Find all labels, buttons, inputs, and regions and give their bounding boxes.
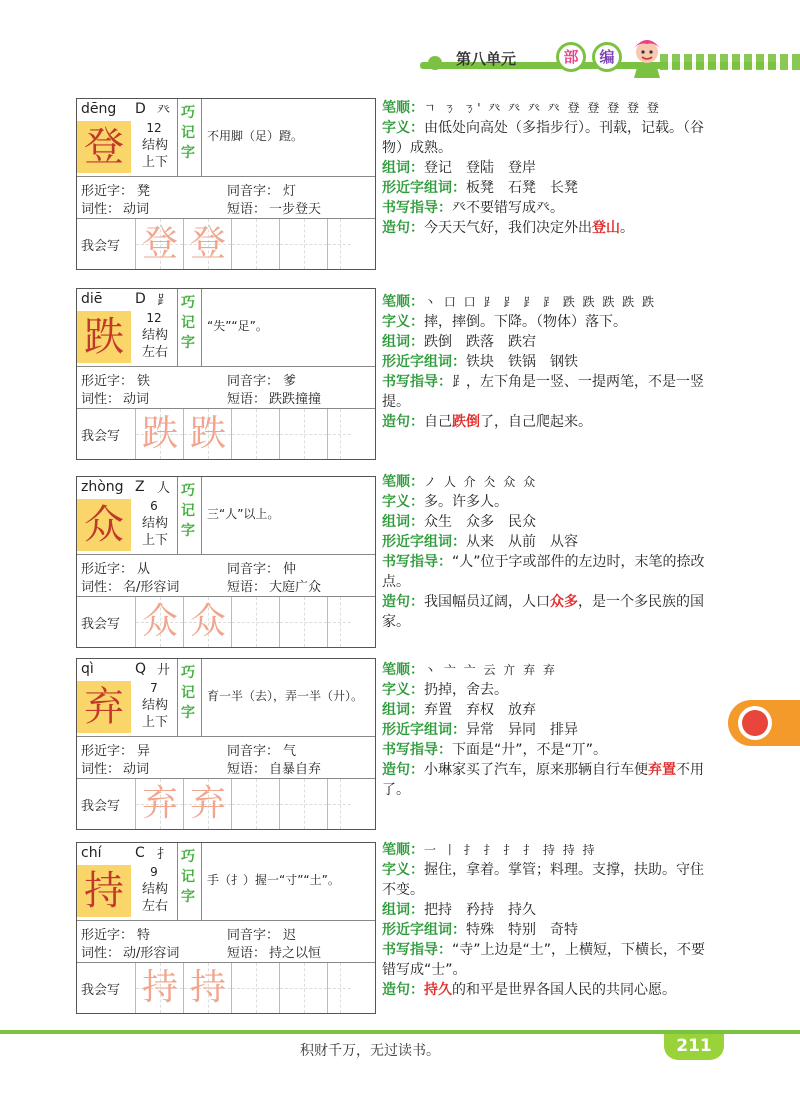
- initial-letter: D: [135, 101, 146, 117]
- guide-line: [382, 372, 712, 412]
- card-top: [77, 289, 375, 367]
- label: 形近字组词：: [382, 722, 466, 738]
- words-line: [382, 700, 712, 720]
- xjz-label: 形近字：: [81, 184, 134, 199]
- write-cell[interactable]: [231, 409, 279, 459]
- stroke-order-line: [382, 840, 712, 860]
- stroke-count: 9: [150, 865, 158, 879]
- footer-motto: 积财千万，无过读书。: [300, 1043, 440, 1059]
- similar-words: 特殊 特别 奇特: [466, 922, 578, 938]
- stroke-order-line: [382, 98, 712, 118]
- tyz-value: 灯: [283, 184, 297, 199]
- sentence-post: 。: [620, 220, 634, 236]
- trace-char: 持: [141, 967, 178, 1008]
- card-top: [77, 477, 375, 555]
- sentence-pre: 小琳家买了汽车，原来那辆自行车便: [424, 762, 648, 778]
- label: 造句：: [382, 594, 424, 610]
- tyz-value: 爹: [283, 374, 297, 389]
- guide-line: [382, 940, 712, 980]
- meaning: 多。许多人。: [424, 494, 508, 510]
- similar-words: 铁块 铁锅 钢铁: [466, 354, 578, 370]
- writing-grid[interactable]: [135, 219, 351, 269]
- cx-label: 词性：: [81, 580, 121, 595]
- structure-label: 结构: [141, 516, 168, 531]
- structure: [135, 327, 175, 361]
- writing-guide: 癶不要错写成癶。: [452, 200, 564, 216]
- sentence-highlight: 众多: [550, 594, 578, 610]
- similar-words-line: [382, 532, 712, 552]
- stroke-count: 12: [146, 311, 162, 325]
- stroke-order-line: [382, 472, 712, 492]
- meaning-line: [382, 680, 712, 700]
- structure: [135, 881, 175, 915]
- sentence-post: 的和平是世界各国人民的共同心愿。: [452, 982, 676, 998]
- writing-practice: [77, 597, 375, 647]
- write-cell[interactable]: [279, 219, 327, 269]
- guide-line: [382, 552, 712, 592]
- divider: [177, 289, 178, 367]
- trace-char: 持: [189, 967, 226, 1008]
- xjz-label: 形近字：: [81, 744, 134, 759]
- main-character: 跌: [84, 314, 124, 360]
- structure-type: 左右: [141, 345, 168, 360]
- card-top: [77, 659, 375, 737]
- char-card: [76, 98, 376, 270]
- sentence-highlight: 弃置: [648, 762, 676, 778]
- xjz-value: 特: [137, 928, 151, 943]
- tyz-label: 同音字：: [227, 562, 280, 577]
- write-cell[interactable]: [327, 779, 351, 829]
- stroke-order-line: [382, 660, 712, 680]
- tyz-label: 同音字：: [227, 184, 280, 199]
- label: 笔顺：: [382, 842, 424, 858]
- structure-type: 左右: [141, 899, 168, 914]
- xjz-value: 从: [137, 562, 151, 577]
- trace-cell[interactable]: [183, 219, 231, 269]
- write-cell[interactable]: [327, 963, 351, 1013]
- qiao-char: 巧: [181, 483, 195, 499]
- divider: [201, 99, 202, 177]
- similar-words: 板凳 石凳 长凳: [466, 180, 578, 196]
- card-info: [77, 555, 375, 597]
- guide-line: [382, 198, 712, 218]
- qiaojizi-label: [181, 847, 199, 907]
- radical: 廾: [157, 663, 171, 678]
- sentence-line: [382, 760, 712, 800]
- radical: 人: [157, 481, 171, 496]
- write-cell[interactable]: [279, 963, 327, 1013]
- label: 字义：: [382, 494, 424, 510]
- divider: [177, 659, 178, 737]
- qiaojizi-label: [181, 663, 199, 723]
- label: 书写指导：: [382, 942, 452, 958]
- pinyin: dēng: [81, 101, 117, 117]
- stroke-count: 6: [150, 499, 158, 513]
- trace-cell[interactable]: [135, 779, 183, 829]
- sentence-line: [382, 980, 712, 1000]
- words-line: [382, 900, 712, 920]
- divider: [201, 659, 202, 737]
- structure: [135, 697, 175, 731]
- unit-title: 第八单元: [456, 50, 517, 68]
- qiao-char: 记: [181, 869, 195, 885]
- qiao-char: 字: [181, 523, 195, 539]
- dy-value: 一步登天: [269, 202, 322, 217]
- xjz-value: 凳: [137, 184, 151, 199]
- similar-words: 从来 从前 从容: [466, 534, 578, 550]
- memory-tip: “失”“足”。: [207, 319, 268, 333]
- divider: [177, 99, 178, 177]
- structure-type: 上下: [141, 533, 168, 548]
- char-card: [76, 658, 376, 830]
- label: 笔顺：: [382, 662, 424, 678]
- words: 把持 矜持 持久: [424, 902, 536, 918]
- sentence-highlight: 跌倒: [452, 414, 480, 430]
- cx-label: 词性：: [81, 392, 121, 407]
- writing-guide: 下面是“廾”，不是“丌”。: [452, 742, 608, 758]
- label: 字义：: [382, 120, 424, 136]
- writing-practice: [77, 779, 375, 829]
- pinyin: chí: [81, 845, 102, 861]
- stroke-order: 一 丨 扌 扌 扌 扌 持 持 持: [424, 843, 597, 857]
- page-header: [0, 38, 800, 82]
- divider: [177, 843, 178, 921]
- char-card: [76, 288, 376, 460]
- mascot-icon: [628, 38, 666, 78]
- char-card: [76, 476, 376, 648]
- initial-letter: Z: [135, 479, 145, 495]
- trace-char: 跌: [141, 413, 178, 454]
- structure: [135, 515, 175, 549]
- writing-practice: [77, 409, 375, 459]
- write-cell[interactable]: [279, 779, 327, 829]
- qiao-char: 记: [181, 125, 195, 141]
- char-card: [76, 842, 376, 1014]
- similar-words-line: [382, 178, 712, 198]
- sentence-pre: 自己: [424, 414, 452, 430]
- similar-words-line: [382, 920, 712, 940]
- structure-label: 结构: [141, 328, 168, 343]
- trace-char: 弃: [189, 783, 226, 824]
- words: 众生 众多 民众: [424, 514, 536, 530]
- structure-type: 上下: [141, 715, 168, 730]
- label: 笔顺：: [382, 100, 424, 116]
- trace-cell[interactable]: [183, 409, 231, 459]
- qiao-char: 字: [181, 335, 195, 351]
- trace-cell[interactable]: [135, 409, 183, 459]
- xjz-label: 形近字：: [81, 562, 134, 577]
- label: 组词：: [382, 514, 424, 530]
- label: 笔顺：: [382, 474, 424, 490]
- trace-cell[interactable]: [183, 963, 231, 1013]
- qiao-char: 巧: [181, 849, 195, 865]
- writing-practice: [77, 219, 375, 269]
- pinyin: qì: [81, 661, 94, 677]
- divider: [201, 289, 202, 367]
- badge-bian: 编: [592, 42, 622, 72]
- char-explanation: [382, 472, 712, 632]
- write-label: 我会写: [81, 429, 121, 444]
- tyz-value: 气: [283, 744, 297, 759]
- card-top: [77, 99, 375, 177]
- structure-type: 上下: [141, 155, 168, 170]
- mascot-head-icon: [742, 710, 768, 736]
- qiao-char: 字: [181, 145, 195, 161]
- memory-tip: 三“人”以上。: [207, 507, 280, 521]
- label: 造句：: [382, 762, 424, 778]
- trace-char: 众: [189, 601, 226, 642]
- write-cell[interactable]: [231, 597, 279, 647]
- qiao-char: 记: [181, 685, 195, 701]
- words: 登记 登陆 登岸: [424, 160, 536, 176]
- tyz-label: 同音字：: [227, 744, 280, 759]
- dy-label: 短语：: [227, 946, 267, 961]
- label: 书写指导：: [382, 374, 452, 390]
- qiaojizi-label: [181, 481, 199, 541]
- write-label: 我会写: [81, 799, 121, 814]
- label: 字义：: [382, 682, 424, 698]
- structure-label: 结构: [141, 882, 168, 897]
- cx-label: 词性：: [81, 762, 121, 777]
- card-info: [77, 921, 375, 963]
- label: 形近字组词：: [382, 922, 466, 938]
- trace-cell[interactable]: [135, 963, 183, 1013]
- memory-tip: 不用脚（足）蹬。: [207, 129, 304, 143]
- header-pattern: [660, 54, 800, 70]
- qiaojizi-label: [181, 293, 199, 353]
- main-character: 众: [84, 502, 124, 548]
- pinyin: zhòng: [81, 479, 124, 495]
- sentence-line: [382, 412, 712, 432]
- meaning-line: [382, 860, 712, 900]
- tyz-label: 同音字：: [227, 928, 280, 943]
- card-top: [77, 843, 375, 921]
- writing-grid[interactable]: [135, 409, 351, 459]
- label: 形近字组词：: [382, 354, 466, 370]
- initial-letter: Q: [135, 661, 147, 677]
- writing-guide: “人”位于字或部件的左边时，末笔的捺改点。: [382, 554, 705, 590]
- sentence-highlight: 持久: [424, 982, 452, 998]
- radical: 癶: [157, 103, 171, 118]
- xjz-label: 形近字：: [81, 928, 134, 943]
- qiao-char: 记: [181, 503, 195, 519]
- initial-letter: C: [135, 845, 145, 861]
- meaning: 握住，拿着。掌管；料理。支撑，扶助。守住不变。: [382, 862, 704, 898]
- qiao-char: 字: [181, 889, 195, 905]
- write-cell[interactable]: [279, 409, 327, 459]
- sentence-pre: 今天天气好，我们决定外出: [424, 220, 592, 236]
- meaning-line: [382, 118, 712, 158]
- qiao-char: 巧: [181, 665, 195, 681]
- main-character: 持: [84, 868, 124, 914]
- xjz-value: 异: [137, 744, 151, 759]
- trace-char: 登: [189, 223, 226, 264]
- dy-label: 短语：: [227, 580, 267, 595]
- sentence-pre: 我国幅员辽阔，人口: [424, 594, 550, 610]
- tyz-label: 同音字：: [227, 374, 280, 389]
- trace-char: 跌: [189, 413, 226, 454]
- trace-char: 登: [141, 223, 178, 264]
- qiao-char: 字: [181, 705, 195, 721]
- char-explanation: [382, 98, 712, 238]
- label: 书写指导：: [382, 200, 452, 216]
- label: 书写指导：: [382, 554, 452, 570]
- main-character: 弃: [84, 684, 124, 730]
- sentence-highlight: 登山: [592, 220, 620, 236]
- qiao-char: 记: [181, 315, 195, 331]
- stroke-order: ㄱ ㄋ ㄋ' 癶 癶 癶 癶 登 登 登 登 登: [424, 101, 661, 115]
- write-cell[interactable]: [231, 219, 279, 269]
- sentence-post: 了，自己爬起来。: [480, 414, 592, 430]
- sentence-post: ，是一个多民族的国家。: [382, 594, 704, 630]
- cx-label: 词性：: [81, 202, 121, 217]
- writing-grid[interactable]: [135, 963, 351, 1013]
- write-label: 我会写: [81, 239, 121, 254]
- sentence-post: 不用了。: [382, 762, 704, 798]
- qiaojizi-label: [181, 103, 199, 163]
- label: 组词：: [382, 702, 424, 718]
- label: 组词：: [382, 902, 424, 918]
- words-line: [382, 332, 712, 352]
- stroke-order: ノ 人 介 仌 众 众: [424, 475, 538, 489]
- dy-label: 短语：: [227, 762, 267, 777]
- trace-cell[interactable]: [135, 219, 183, 269]
- write-cell[interactable]: [231, 963, 279, 1013]
- card-info: [77, 367, 375, 409]
- char-explanation: [382, 840, 712, 1000]
- similar-words-line: [382, 352, 712, 372]
- trace-char: 众: [141, 601, 178, 642]
- structure-label: 结构: [141, 138, 168, 153]
- write-cell[interactable]: [231, 779, 279, 829]
- trace-cell[interactable]: [183, 779, 231, 829]
- label: 造句：: [382, 414, 424, 430]
- write-cell[interactable]: [327, 597, 351, 647]
- qiao-char: 巧: [181, 105, 195, 121]
- write-label: 我会写: [81, 617, 121, 632]
- trace-cell[interactable]: [183, 597, 231, 647]
- words-line: [382, 512, 712, 532]
- label: 字义：: [382, 314, 424, 330]
- words: 弃置 弃权 放弃: [424, 702, 536, 718]
- writing-guide: “寺”上边是“土”，上横短，下横长，不要错写成“士”。: [382, 942, 706, 978]
- stroke-order: 丶 口 口 ⻊ ⻊ ⻊ ⻊ 跌 跌 跌 跌 跌: [424, 295, 656, 309]
- sentence-line: [382, 218, 712, 238]
- similar-words-line: [382, 720, 712, 740]
- divider: [177, 477, 178, 555]
- writing-grid[interactable]: [135, 597, 351, 647]
- writing-guide: ⻊，左下角是一竖、一提两笔，不是一竖提。: [382, 374, 704, 410]
- label: 造句：: [382, 982, 424, 998]
- label: 组词：: [382, 160, 424, 176]
- meaning-line: [382, 492, 712, 512]
- write-cell[interactable]: [327, 219, 351, 269]
- radical: ⻊: [157, 293, 171, 308]
- page-number: 211: [664, 1034, 724, 1060]
- words-line: [382, 158, 712, 178]
- badge-bu: 部: [556, 42, 586, 72]
- cx-value: 动词: [123, 202, 150, 217]
- write-cell[interactable]: [279, 597, 327, 647]
- char-explanation: [382, 292, 712, 432]
- cx-label: 词性：: [81, 946, 121, 961]
- dy-label: 短语：: [227, 202, 267, 217]
- meaning: 扔掉，舍去。: [424, 682, 508, 698]
- trace-cell[interactable]: [135, 597, 183, 647]
- dy-value: 持之以恒: [269, 946, 322, 961]
- stroke-count: 12: [146, 121, 162, 135]
- pinyin: diē: [81, 291, 103, 307]
- card-info: [77, 177, 375, 219]
- sentence-line: [382, 592, 712, 632]
- qiao-char: 巧: [181, 295, 195, 311]
- write-cell[interactable]: [327, 409, 351, 459]
- initial-letter: D: [135, 291, 146, 307]
- stroke-order-line: [382, 292, 712, 312]
- write-label: 我会写: [81, 983, 121, 998]
- writing-practice: [77, 963, 375, 1013]
- xjz-label: 形近字：: [81, 374, 134, 389]
- trace-char: 弃: [141, 783, 178, 824]
- cx-value: 动词: [123, 762, 150, 777]
- label: 形近字组词：: [382, 180, 466, 196]
- stroke-order: 丶 亠 亠 云 亣 弃 弃: [424, 663, 557, 677]
- memory-tip: 育一半（去），弄一半（廾）。: [207, 689, 364, 703]
- label: 字义：: [382, 862, 424, 878]
- radical: 扌: [157, 847, 171, 862]
- cx-value: 名/形容词: [123, 580, 180, 595]
- tyz-value: 迟: [283, 928, 297, 943]
- xjz-value: 铁: [137, 374, 151, 389]
- dy-value: 自暴自弃: [269, 762, 322, 777]
- guide-line: [382, 740, 712, 760]
- structure-label: 结构: [141, 698, 168, 713]
- cx-value: 动词: [123, 392, 150, 407]
- meaning: 由低处向高处（多指步行）。刊载，记载。（谷物）成熟。: [382, 120, 704, 156]
- side-tab[interactable]: [728, 700, 800, 746]
- divider: [201, 843, 202, 921]
- card-info: [77, 737, 375, 779]
- label: 书写指导：: [382, 742, 452, 758]
- dy-value: 大庭广众: [269, 580, 322, 595]
- dy-value: 跌跌撞撞: [269, 392, 322, 407]
- memory-tip: 手（扌）握一“寸”“土”。: [207, 873, 340, 887]
- label: 造句：: [382, 220, 424, 236]
- structure: [135, 137, 175, 171]
- meaning-line: [382, 312, 712, 332]
- meaning: 摔，摔倒。下降。（物体）落下。: [424, 314, 627, 330]
- cx-value: 动/形容词: [123, 946, 180, 961]
- label: 组词：: [382, 334, 424, 350]
- similar-words: 异常 异同 排异: [466, 722, 578, 738]
- label: 形近字组词：: [382, 534, 466, 550]
- words: 跌倒 跌落 跌宕: [424, 334, 536, 350]
- divider: [201, 477, 202, 555]
- main-character: 登: [84, 124, 124, 170]
- label: 笔顺：: [382, 294, 424, 310]
- tyz-value: 仲: [283, 562, 297, 577]
- writing-grid[interactable]: [135, 779, 351, 829]
- dy-label: 短语：: [227, 392, 267, 407]
- char-explanation: [382, 660, 712, 800]
- stroke-count: 7: [150, 681, 158, 695]
